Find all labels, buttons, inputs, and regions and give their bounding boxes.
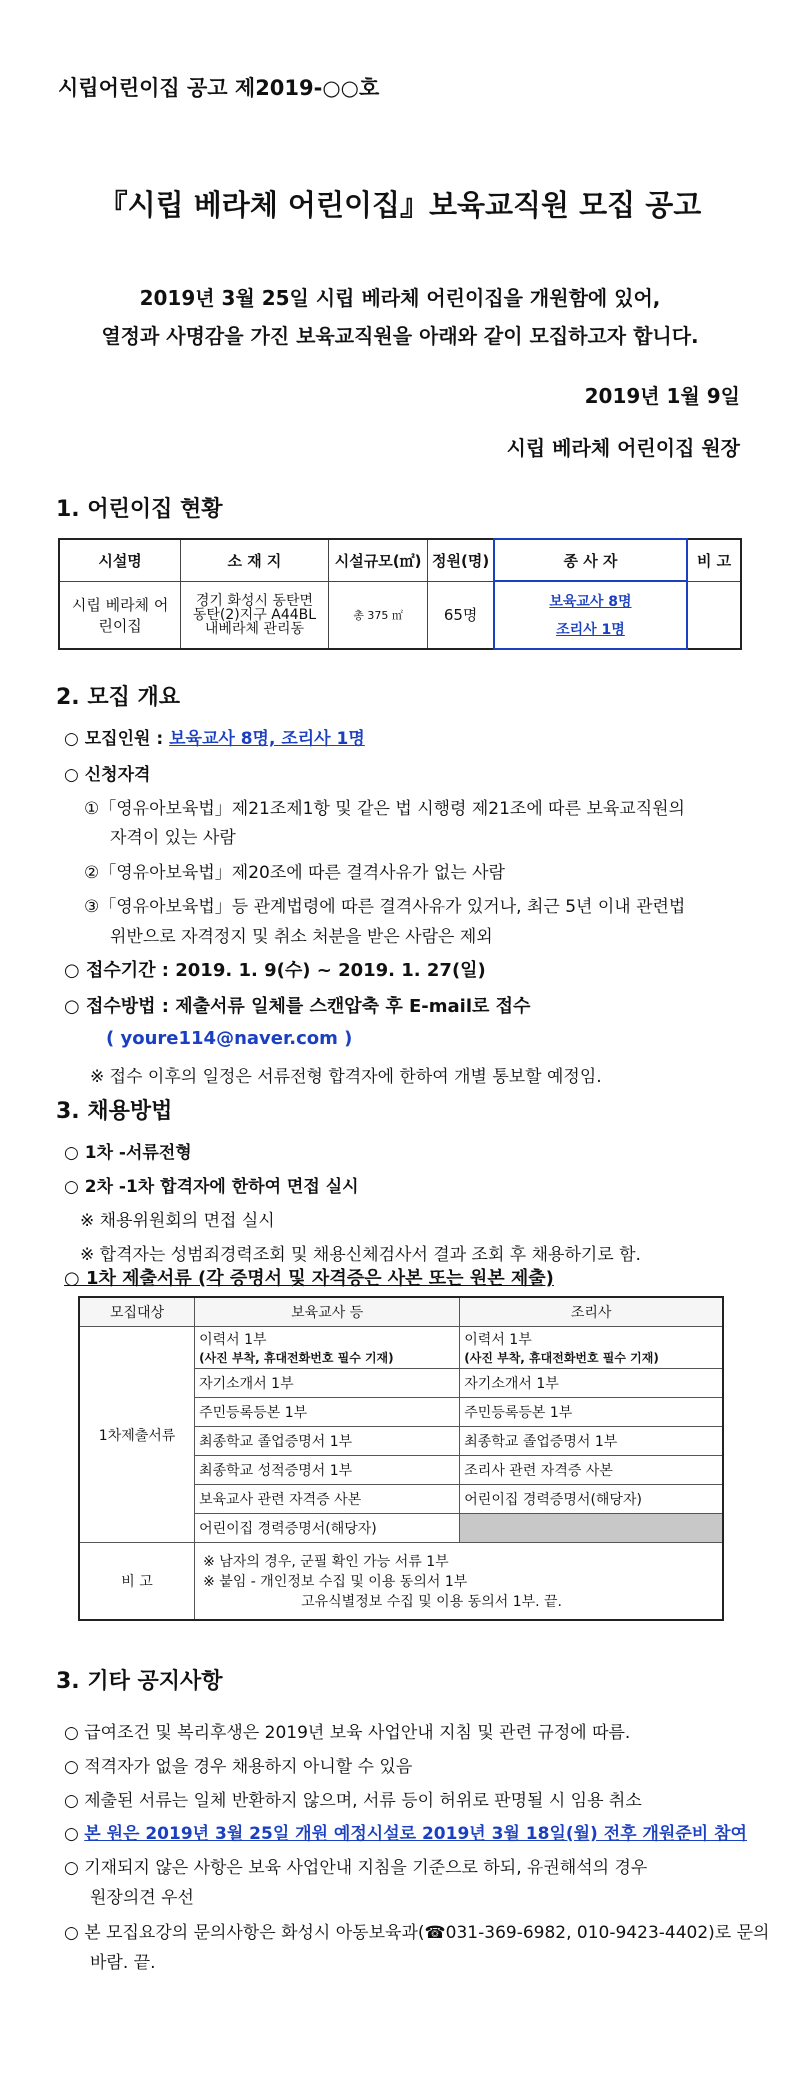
notice-date: 2019년 1월 9일 [584, 384, 740, 408]
facility-remark [687, 581, 741, 649]
documents-table [78, 1296, 724, 1621]
teacher-doc: 보육교사 관련 자격증 사본 [195, 1485, 460, 1514]
documents-category: 1차제출서류 [79, 1327, 195, 1543]
documents-heading: ○ 1차 제출서류 (각 증명서 및 자격증은 사본 또는 원본 제출) [64, 1268, 554, 1289]
teacher-doc: 자기소개서 1부 [195, 1369, 460, 1398]
facility-name: 시립 베라체 어린이집 [59, 581, 181, 649]
cook-doc: 어린이집 경력증명서(해당자) [460, 1485, 723, 1514]
application-method: ○ 접수방법 : 제출서류 일체를 스캔압축 후 E-mail로 접수 [64, 996, 531, 1017]
section-3-heading: 3. 채용방법 [56, 1099, 173, 1124]
documents-table-header [79, 1297, 723, 1327]
empty-shaded-cell [460, 1514, 723, 1543]
address-line: 경기 화성시 동탄면 [195, 592, 313, 609]
cook-doc: 최종학교 졸업증명서 1부 [460, 1427, 723, 1456]
facility-table [58, 538, 742, 650]
facility-staff [494, 581, 687, 649]
remark-line: ※ 붙임 - 개인정보 수집 및 이용 동의서 1부 [203, 1574, 468, 1590]
teacher-doc: 어린이집 경력증명서(해당자) [195, 1514, 460, 1543]
schedule-note: ※ 접수 이후의 일정은 서류전형 합격자에 한하여 개별 통보할 예정임. [90, 1067, 602, 1087]
notice-item-1: ○ 급여조건 및 복리후생은 2019년 보육 사업안내 지침 및 관련 규정에 따름. [64, 1723, 631, 1743]
qualification-1-line-2: 자격이 있는 사람 [110, 828, 236, 848]
facility-capacity: 65명 [428, 581, 494, 649]
table-row [79, 1327, 723, 1369]
facility-table-header [59, 539, 741, 581]
recruit-label: ○ 모집인원 : [64, 729, 164, 749]
doc-name: 이력서 1부 [464, 1332, 532, 1348]
qualification-2: ②「영유아보육법」제20조에 따른 결격사유가 없는 사람 [84, 863, 505, 883]
staff-teacher: 보육교사 8명 [549, 594, 632, 610]
section-1-heading: 1. 어린이집 현황 [56, 497, 223, 522]
header-cell: 모집대상 [79, 1297, 195, 1327]
notice-item-2: ○ 적격자가 없을 경우 채용하지 아니할 수 있음 [64, 1757, 413, 1777]
recruit-count [64, 724, 365, 749]
teacher-doc: 최종학교 성적증명서 1부 [195, 1456, 460, 1485]
recruit-value: 보육교사 8명, 조리사 1명 [169, 729, 365, 749]
qualification-heading: ○ 신청자격 [64, 765, 151, 785]
notice-number: 시립어린이집 공고 제2019-○○호 [58, 76, 380, 100]
application-period: ○ 접수기간 : 2019. 1. 9(수) ~ 2019. 1. 27(일) [64, 960, 486, 981]
qualification-3-line-1: ③「영유아보육법」등 관계법령에 따른 결격사유가 있거나, 최근 5년 이내 관련법 [84, 897, 686, 917]
table-row [59, 581, 741, 649]
notice-item-5-line-2: 원장의견 우선 [90, 1888, 194, 1908]
intro-line-1: 2019년 3월 25일 시립 베라체 어린이집을 개원함에 있어, [139, 286, 661, 310]
remark-content [195, 1543, 723, 1621]
teacher-doc: 주민등록등본 1부 [195, 1398, 460, 1427]
remark-label: 비 고 [79, 1543, 195, 1621]
remark-line: 고유식별정보 수집 및 이용 동의서 1부. 끝. [301, 1594, 563, 1610]
page-title: 『시립 베라체 어린이집』보육교직원 모집 공고 [98, 188, 702, 222]
facility-address [181, 581, 329, 649]
signer: 시립 베라체 어린이집 원장 [506, 436, 740, 460]
opening-notice: 본 원은 2019년 3월 25일 개원 예정시설로 2019년 3월 18일(월) 전후 개원준비 참여 [84, 1824, 747, 1844]
notice-item-3: ○ 제출된 서류는 일체 반환하지 않으며, 서류 등이 허위로 판명될 시 임용 취소 [64, 1791, 642, 1811]
bullet: ○ [64, 1824, 79, 1844]
teacher-doc [195, 1327, 460, 1369]
cook-doc: 조리사 관련 자격증 사본 [460, 1456, 723, 1485]
notice-item-5-line-1: ○ 기재되지 않은 사항은 보육 사업안내 지침을 기준으로 하되, 유권해석의 경우 [64, 1858, 648, 1878]
header-cell: 정원(명) [428, 539, 494, 581]
qualification-3-line-2: 위반으로 자격정지 및 취소 처분을 받은 사람은 제외 [110, 927, 493, 947]
qualification-1-line-1: ①「영유아보육법」제21조제1항 및 같은 법 시행령 제21조에 따른 보육교직원의 [84, 799, 685, 819]
notice-item-6-line-2: 바람. 끝. [90, 1953, 156, 1973]
cook-doc: 주민등록등본 1부 [460, 1398, 723, 1427]
doc-name: 이력서 1부 [199, 1332, 267, 1348]
notice-item-4 [64, 1819, 747, 1844]
check-note: ※ 합격자는 성범죄경력조회 및 채용신체검사서 결과 조회 후 채용하기로 함. [80, 1245, 641, 1265]
step-2: ○ 2차 -1차 합격자에 한하여 면접 실시 [64, 1177, 359, 1197]
header-cell: 소 재 지 [181, 539, 329, 581]
step-1: ○ 1차 -서류전형 [64, 1143, 192, 1163]
cook-doc [460, 1327, 723, 1369]
table-row [79, 1543, 723, 1621]
header-cell: 종 사 자 [494, 539, 687, 581]
teacher-doc: 최종학교 졸업증명서 1부 [195, 1427, 460, 1456]
intro-line-2: 열정과 사명감을 가진 보육교직원을 아래와 같이 모집하고자 합니다. [101, 324, 699, 348]
header-cell: 비 고 [687, 539, 741, 581]
notice-item-6-line-1: ○ 본 모집요강의 문의사항은 화성시 아동보육과(☎031-369-6982, 010-9423-4402)로 문의 [64, 1923, 770, 1943]
interview-note: ※ 채용위원회의 면접 실시 [80, 1211, 275, 1231]
section-2-heading: 2. 모집 개요 [56, 685, 180, 710]
facility-area: 총 375 ㎡ [328, 581, 428, 649]
header-cell: 시설규모(㎡) [328, 539, 428, 581]
section-4-heading: 3. 기타 공지사항 [56, 1669, 223, 1694]
doc-subnote: (사진 부착, 휴대전화번호 필수 기재) [464, 1351, 659, 1365]
doc-subnote: (사진 부착, 휴대전화번호 필수 기재) [199, 1351, 394, 1365]
address-line: 동탄(2)지구 A44BL [192, 606, 317, 623]
remark-line: ※ 남자의 경우, 군필 확인 가능 서류 1부 [203, 1554, 449, 1570]
application-email[interactable]: ( youre114@naver.com ) [106, 1028, 353, 1049]
address-line: 내베라체 관리동 [204, 620, 305, 637]
header-cell: 시설명 [59, 539, 181, 581]
header-cell: 조리사 [460, 1297, 723, 1327]
header-cell: 보육교사 등 [195, 1297, 460, 1327]
staff-cook: 조리사 1명 [556, 622, 625, 638]
cook-doc: 자기소개서 1부 [460, 1369, 723, 1398]
